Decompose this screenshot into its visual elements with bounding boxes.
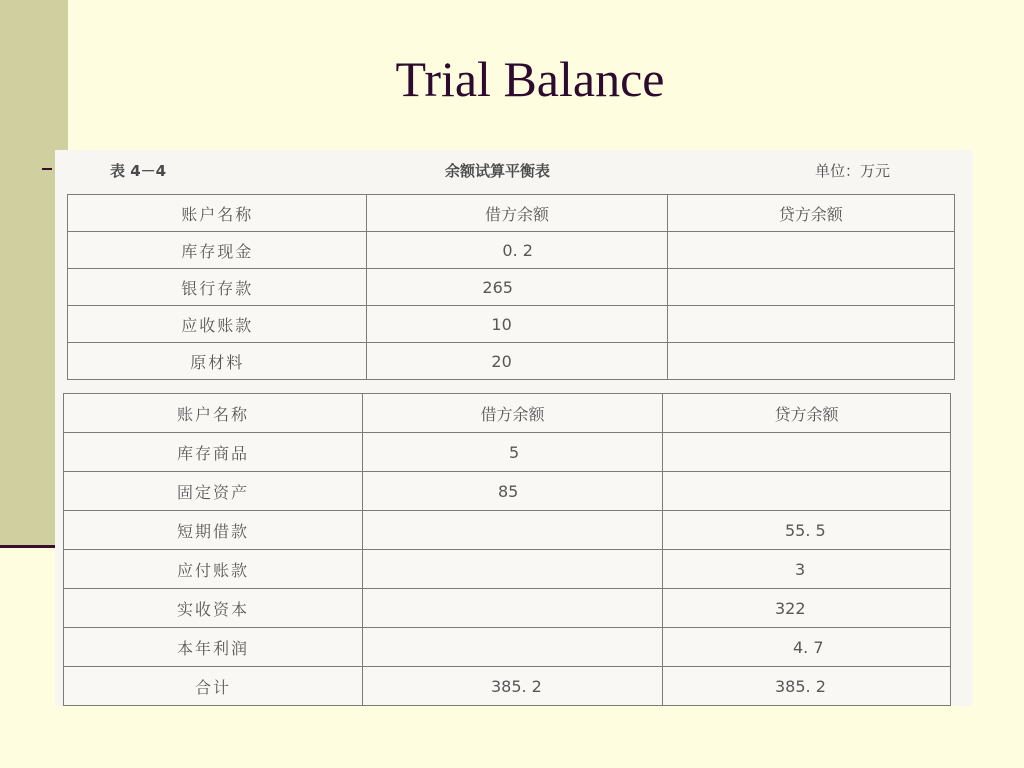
header-account: 账户名称 (68, 195, 367, 232)
debit-cell: 20 (367, 343, 667, 380)
trial-balance-table-part1 (67, 194, 955, 380)
table-row (68, 343, 955, 380)
header-account: 账户名称 (64, 394, 363, 433)
header-credit: 贷方余额 (662, 394, 950, 433)
account-cell: 库存现金 (68, 232, 367, 269)
debit-cell: 10 (367, 306, 667, 343)
account-cell: 原材料 (68, 343, 367, 380)
table-row (64, 433, 951, 472)
header-credit: 贷方余额 (667, 195, 954, 232)
table-row (68, 232, 955, 269)
credit-cell: 55. 5 (662, 511, 950, 550)
credit-cell (662, 472, 950, 511)
table-row (64, 472, 951, 511)
table-row (68, 269, 955, 306)
debit-cell (362, 628, 662, 667)
credit-cell: 3 (662, 550, 950, 589)
account-cell: 短期借款 (64, 511, 363, 550)
credit-cell (667, 306, 954, 343)
table-row (64, 550, 951, 589)
account-cell: 本年利润 (64, 628, 363, 667)
trial-balance-table-part2 (63, 393, 951, 706)
credit-cell (667, 232, 954, 269)
table-name: 余额试算平衡表 (445, 162, 551, 180)
account-cell: 实收资本 (64, 589, 363, 628)
debit-cell (362, 589, 662, 628)
table-label: 表 4－4 (110, 162, 167, 180)
debit-cell: 0. 2 (367, 232, 667, 269)
debit-total-cell: 385. 2 (362, 667, 662, 706)
debit-cell: 85 (362, 472, 662, 511)
scanned-table-image (55, 150, 973, 706)
header-debit: 借方余额 (362, 394, 662, 433)
account-cell: 固定资产 (64, 472, 363, 511)
table-row (64, 511, 951, 550)
account-cell: 银行存款 (68, 269, 367, 306)
table-total-row (64, 667, 951, 706)
credit-cell (662, 433, 950, 472)
account-cell-total: 合计 (64, 667, 363, 706)
table-header-row (68, 195, 955, 232)
account-cell: 库存商品 (64, 433, 363, 472)
account-cell: 应付账款 (64, 550, 363, 589)
debit-cell: 5 (362, 433, 662, 472)
accent-tick (42, 168, 52, 170)
table-header-row (64, 394, 951, 433)
credit-total-cell: 385. 2 (662, 667, 950, 706)
debit-cell (362, 511, 662, 550)
table-unit: 单位：万元 (815, 162, 891, 180)
table-row (64, 628, 951, 667)
credit-cell: 322 (662, 589, 950, 628)
table-row (68, 306, 955, 343)
header-debit: 借方余额 (367, 195, 667, 232)
debit-cell: 265 (367, 269, 667, 306)
credit-cell (667, 269, 954, 306)
table-row (64, 589, 951, 628)
credit-cell (667, 343, 954, 380)
account-cell: 应收账款 (68, 306, 367, 343)
debit-cell (362, 550, 662, 589)
credit-cell: 4. 7 (662, 628, 950, 667)
accent-line (0, 545, 60, 548)
slide-title: Trial Balance (395, 51, 665, 107)
